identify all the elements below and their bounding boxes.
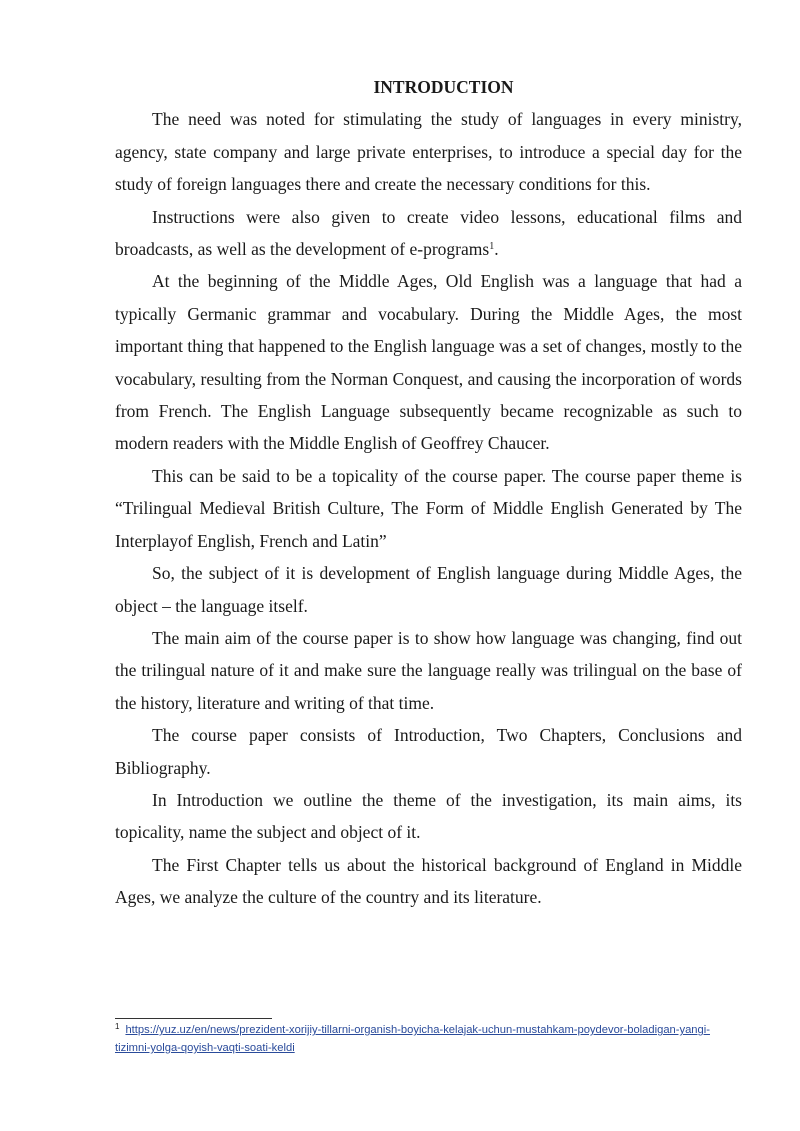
paragraph-2-end: . xyxy=(494,239,499,260)
paragraph-5: So, the subject of it is development of English language during Middle Ages, the object – the language itself. xyxy=(115,563,742,616)
footnote xyxy=(115,1021,715,1057)
paragraph-9: The First Chapter tells us about the historical background of England in Middle Ages, we analyze the culture of the country and its literature. xyxy=(115,854,742,908)
page-body xyxy=(115,71,742,914)
paragraph-3: At the beginning of the Middle Ages, Old English was a language that had a typically Germanic grammar and vocabulary. During the Middle Ages, the most important thing that happened to the English language was a set of changes, mostly to the vocabulary, resulting from the Norman Conquest, and causing the incorporation of words from French. The English Language subsequently became recognizable as such to modern readers with the Middle English of Geoffrey Chaucer. xyxy=(115,271,742,454)
footnote-link[interactable]: https://yuz.uz/en/news/prezident-xorijiy-tillarni-organish-boyicha-kelajak-uchun-mustahkam-poydevor-boladigan-yangi-tizimni-yolga-qoyish-vaqti-soati-keldi xyxy=(115,1024,710,1054)
paragraph-6: The main aim of the course paper is to show how language was changing, find out the trilingual nature of it and make sure the language really was trilingual on the base of the history, literature and writing of that time. xyxy=(115,627,742,713)
paragraph-4: This can be said to be a topicality of the course paper. The course paper theme is “Trilingual Medieval British Culture, The Form of Middle English Generated by The Interplayof English, French and Latin” xyxy=(115,465,742,551)
paragraph-8: In Introduction we outline the theme of the investigation, its main aims, its topicality, name the subject and object of it. xyxy=(115,789,742,843)
footnote-separator xyxy=(115,1018,272,1019)
paragraph-1: The need was noted for stimulating the study of languages in every ministry, agency, state company and large private enterprises, to introduce a special day for the study of foreign languages there and create the necessary conditions for this. xyxy=(115,109,742,195)
footnote-mark: 1 xyxy=(115,1022,120,1031)
page-title: INTRODUCTION xyxy=(373,77,514,97)
paragraph-7: The course paper consists of Introduction, Two Chapters, Conclusions and Bibliography. xyxy=(115,725,742,778)
footnote-reference[interactable]: 1 xyxy=(489,241,495,253)
paragraph-2 xyxy=(115,201,742,266)
paragraph-2-text: Instructions were also given to create video lessons, educational films and broadcasts, as well as the development of e-programs xyxy=(115,206,742,260)
